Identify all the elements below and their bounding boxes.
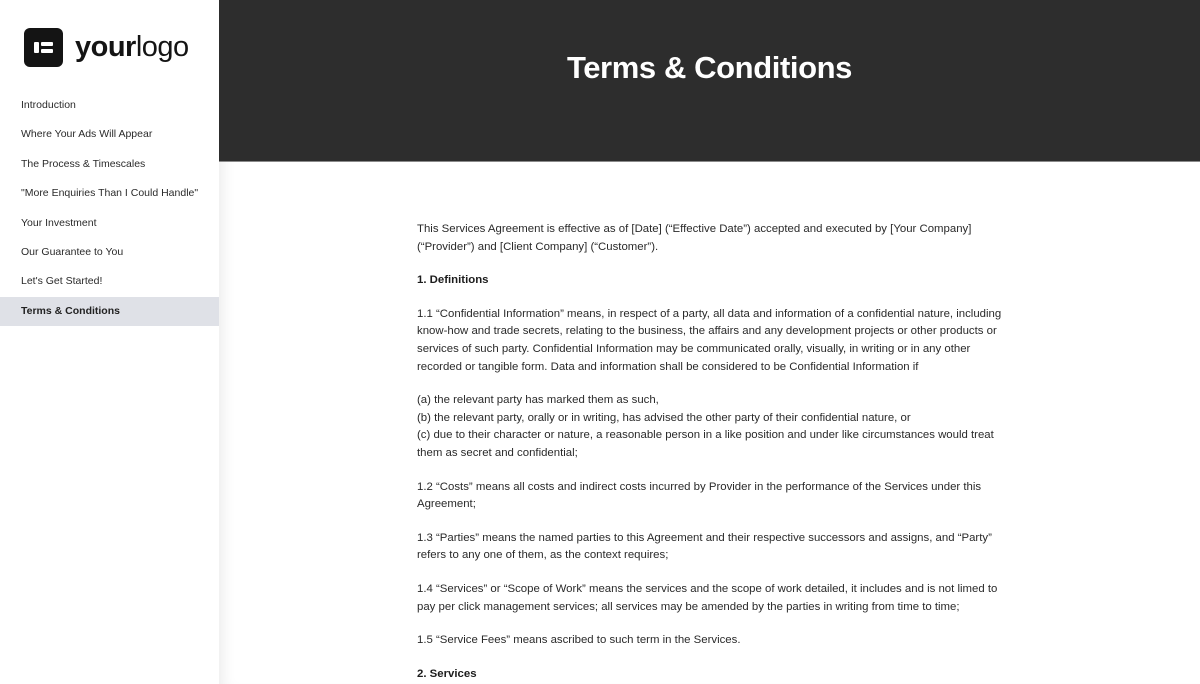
- clause-1-4: 1.4 “Services” or “Scope of Work” means the services and the scope of work detailed, it includes and is not limed to pay per click management services; all services may be amended by the parties in writing from time to time;: [417, 582, 998, 613]
- sidebar-nav: [0, 91, 219, 326]
- sidebar-item-our-guarantee[interactable]: Our Guarantee to You: [21, 245, 124, 258]
- main-content: [219, 0, 1200, 684]
- logo-text: [75, 33, 189, 62]
- sidebar-item-more-enquiries[interactable]: "More Enquiries Than I Could Handle": [21, 187, 199, 200]
- page-title: Terms & Conditions: [566, 50, 852, 85]
- intro-paragraph: This Services Agreement is effective as of [Date] (“Effective Date”) accepted and executed by [Your Company] (“Provider”) and [Client Company] (“Customer”).: [417, 223, 972, 253]
- clause-1-5: 1.5 “Service Fees” means ascribed to such term in the Services.: [417, 634, 741, 647]
- clause-1-1: 1.1 “Confidential Information” means, in respect of a party, all data and information of a confidential nature, including know-how and trade secrets, relating to the business, the affairs and any development projects or other products or services of such party. Confidential Information may be communicated orally, visually, in writing or in any other recorded or tangible form. Data and information shall be considered to be Confidential Information if: [417, 307, 1002, 373]
- sidebar: [0, 0, 219, 684]
- clause-1-1-a: (a) the relevant party has marked them as such,: [417, 394, 659, 407]
- sidebar-item-where-your-ads-will-appear[interactable]: Where Your Ads Will Appear: [21, 128, 153, 141]
- logo[interactable]: [24, 28, 189, 67]
- clause-1-1-b: (b) the relevant party, orally or in writing, has advised the other party of their confidential nature, or: [417, 411, 911, 424]
- page-header: [219, 0, 1200, 162]
- logo-text-bold: your: [75, 31, 136, 63]
- sidebar-item-introduction[interactable]: Introduction: [21, 99, 76, 111]
- clause-1-3: 1.3 “Parties” means the named parties to this Agreement and their respective successors and assigns, and “Party” refers to any one of them, as the context requires;: [417, 531, 992, 562]
- section-heading-services: 2. Services: [417, 667, 477, 680]
- sidebar-item-terms-conditions[interactable]: Terms & Conditions: [0, 297, 219, 326]
- section-heading-definitions: 1. Definitions: [417, 274, 489, 287]
- logo-mark-icon: [24, 28, 63, 67]
- clause-1-2: 1.2 “Costs” means all costs and indirect costs incurred by Provider in the performance of the Services under this Agreement;: [417, 480, 982, 511]
- sidebar-item-process-timescales[interactable]: The Process & Timescales: [21, 157, 146, 170]
- terms-document: [417, 221, 1007, 684]
- clause-1-1-list: [417, 392, 1007, 462]
- clause-1-1-c: (c) due to their character or nature, a reasonable person in a like position and under like circumstances would treat them as secret and confidential;: [417, 429, 994, 459]
- sidebar-item-lets-get-started[interactable]: Let's Get Started!: [21, 275, 103, 288]
- sidebar-item-your-investment[interactable]: Your Investment: [21, 216, 97, 229]
- logo-text-light: logo: [135, 31, 189, 63]
